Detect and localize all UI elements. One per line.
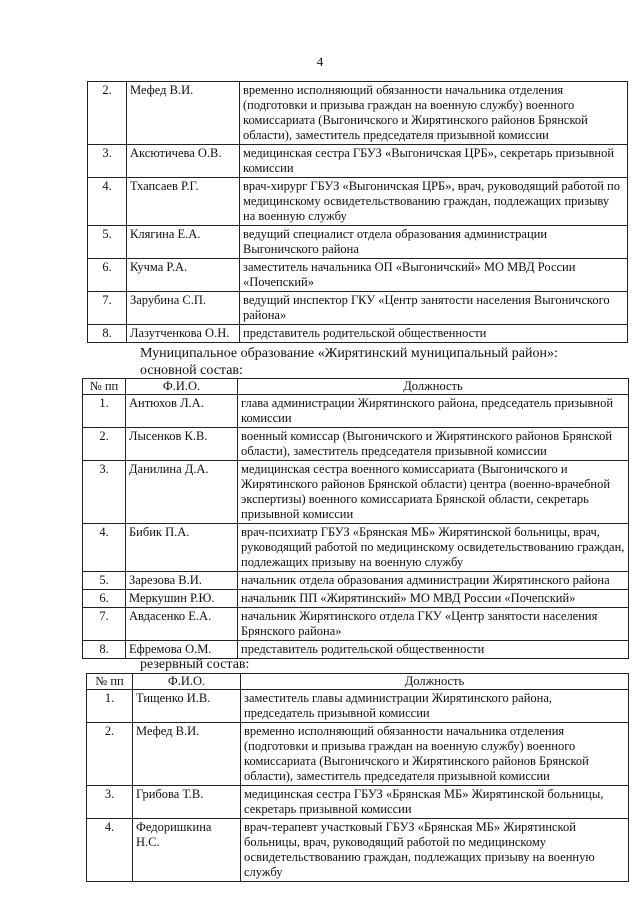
person-position: начальник отдела образования администрации Жирятинского района [238,572,629,590]
person-position: врач-терапевт участковый ГБУЗ «Брянская МБ» Жирятинской больницы, врач, руководящий работой по медицинскому освидетельствованию граждан, подлежащих призыву на военную службу [241,819,629,882]
person-name: Кучма Р.А. [127,259,240,292]
person-name: Бибик П.А. [126,524,238,572]
row-number: 1. [87,690,133,723]
row-number: 5. [88,226,127,259]
person-position: медицинская сестра ГБУЗ «Выгоничская ЦРБ», секретарь призывной комиссии [240,145,628,178]
section-heading-zhiryatino [140,345,558,379]
person-name: Зарезова В.И. [126,572,238,590]
row-number: 4. [83,524,126,572]
person-position: медицинская сестра военного комиссариата (Выгоничского и Жирятинского районов Брянской области) центра (военно-врачебной экспертизы) военного комиссариата Брянской области, секретарь призывной комиссии [238,461,629,524]
section-heading-line2: основной состав: [140,363,243,378]
row-number: 4. [87,819,133,882]
row-number: 6. [88,259,127,292]
person-name: Данилина Д.А. [126,461,238,524]
row-number: 1. [83,395,126,428]
person-name: Тищенко И.В. [133,690,241,723]
table-row [88,292,628,325]
table-row [83,590,629,608]
person-position: представитель родительской общественности [238,641,629,659]
table-row [88,325,628,343]
person-position: начальник ПП «Жирятинский» МО МВД России «Почепский» [238,590,629,608]
row-number: 2. [88,82,127,145]
commission-table-main [82,378,629,659]
person-position: временно исполняющий обязанности начальника отделения (подготовки и призыва граждан на военную службу) военного комиссариата (Выгоничского и Жирятинского районов Брянской области), заместитель председателя призывной комиссии [240,82,628,145]
table-row [88,178,628,226]
column-header-name: Ф.И.О. [126,379,238,395]
row-number: 7. [83,608,126,641]
person-name: Ефремова О.М. [126,641,238,659]
table-row [87,819,629,882]
person-name: Лазутченкова О.Н. [127,325,240,343]
table-row [87,690,629,723]
page-number: 4 [316,54,324,69]
row-number: 8. [83,641,126,659]
person-name: Тхапсаев Р.Г. [127,178,240,226]
table-row [83,572,629,590]
person-position: медицинская сестра ГБУЗ «Брянская МБ» Жирятинской больницы, секретарь призывной комиссии [241,786,629,819]
row-number: 3. [83,461,126,524]
table-row [83,428,629,461]
section-heading-line1: Муниципальное образование «Жирятинский муниципальный район»: [140,346,558,361]
table-row [87,723,629,786]
person-name: Лысенков К.В. [126,428,238,461]
person-name: Антюхов Л.А. [126,395,238,428]
row-number: 7. [88,292,127,325]
person-position: врач-хирург ГБУЗ «Выгоничская ЦРБ», врач, руководящий работой по медицинскому освидетельствованию граждан, подлежащих призыву на военную службу [240,178,628,226]
section-heading-reserve-text: резервный состав: [140,657,250,672]
column-header-position: Должность [238,379,629,395]
person-name: Мефед В.И. [133,723,241,786]
row-number: 2. [83,428,126,461]
table-row [83,461,629,524]
table-header-row [87,674,629,690]
person-position: военный комиссар (Выгоничского и Жирятинского районов Брянской области), заместитель председателя призывной комиссии [238,428,629,461]
table-row [88,145,628,178]
row-number: 2. [87,723,133,786]
person-position: врач-психиатр ГБУЗ «Брянская МБ» Жирятинской больницы, врач, руководящий работой по медицинскому освидетельствованию граждан, подлежащих призыву на военную службу [238,524,629,572]
person-position: ведущий специалист отдела образования администрации Выгоничского района [240,226,628,259]
row-number: 8. [88,325,127,343]
table-row [88,259,628,292]
column-header-name: Ф.И.О. [133,674,241,690]
row-number: 3. [88,145,127,178]
person-position: глава администрации Жирятинского района, председатель призывной комиссии [238,395,629,428]
table-row [88,82,628,145]
row-number: 4. [88,178,127,226]
person-position: заместитель начальника ОП «Выгоничский» МО МВД России «Почепский» [240,259,628,292]
person-position: начальник Жирятинского отдела ГКУ «Центр занятости населения Брянского района» [238,608,629,641]
person-name: Меркушин Р.Ю. [126,590,238,608]
table-row [83,608,629,641]
column-header-position: Должность [241,674,629,690]
person-name: Аксютичева О.В. [127,145,240,178]
row-number: 5. [83,572,126,590]
person-name: Зарубина С.П. [127,292,240,325]
person-position: ведущий инспектор ГКУ «Центр занятости населения Выгоничского района» [240,292,628,325]
table-row [88,226,628,259]
row-number: 3. [87,786,133,819]
column-header-number: № пп [87,674,133,690]
person-name: Клягина Е.А. [127,226,240,259]
person-name: Федоришкина Н.С. [133,819,241,882]
table-row [87,786,629,819]
person-name: Мефед В.И. [127,82,240,145]
table-row [83,395,629,428]
person-position: представитель родительской общественности [240,325,628,343]
person-position: заместитель главы администрации Жирятинского района, председатель призывной комиссии [241,690,629,723]
table-row [83,524,629,572]
row-number: 6. [83,590,126,608]
commission-table-vygonichi [87,81,628,343]
column-header-number: № пп [83,379,126,395]
commission-table-reserve [86,673,629,882]
section-heading-reserve [140,656,249,673]
table-header-row [83,379,629,395]
person-position: временно исполняющий обязанности начальника отделения (подготовки и призыва граждан на военную службу) военного комиссариата (Выгоничского и Жирятинского районов Брянской области), заместитель председателя призывной комиссии [241,723,629,786]
person-name: Авдасенко Е.А. [126,608,238,641]
person-name: Грибова Т.В. [133,786,241,819]
